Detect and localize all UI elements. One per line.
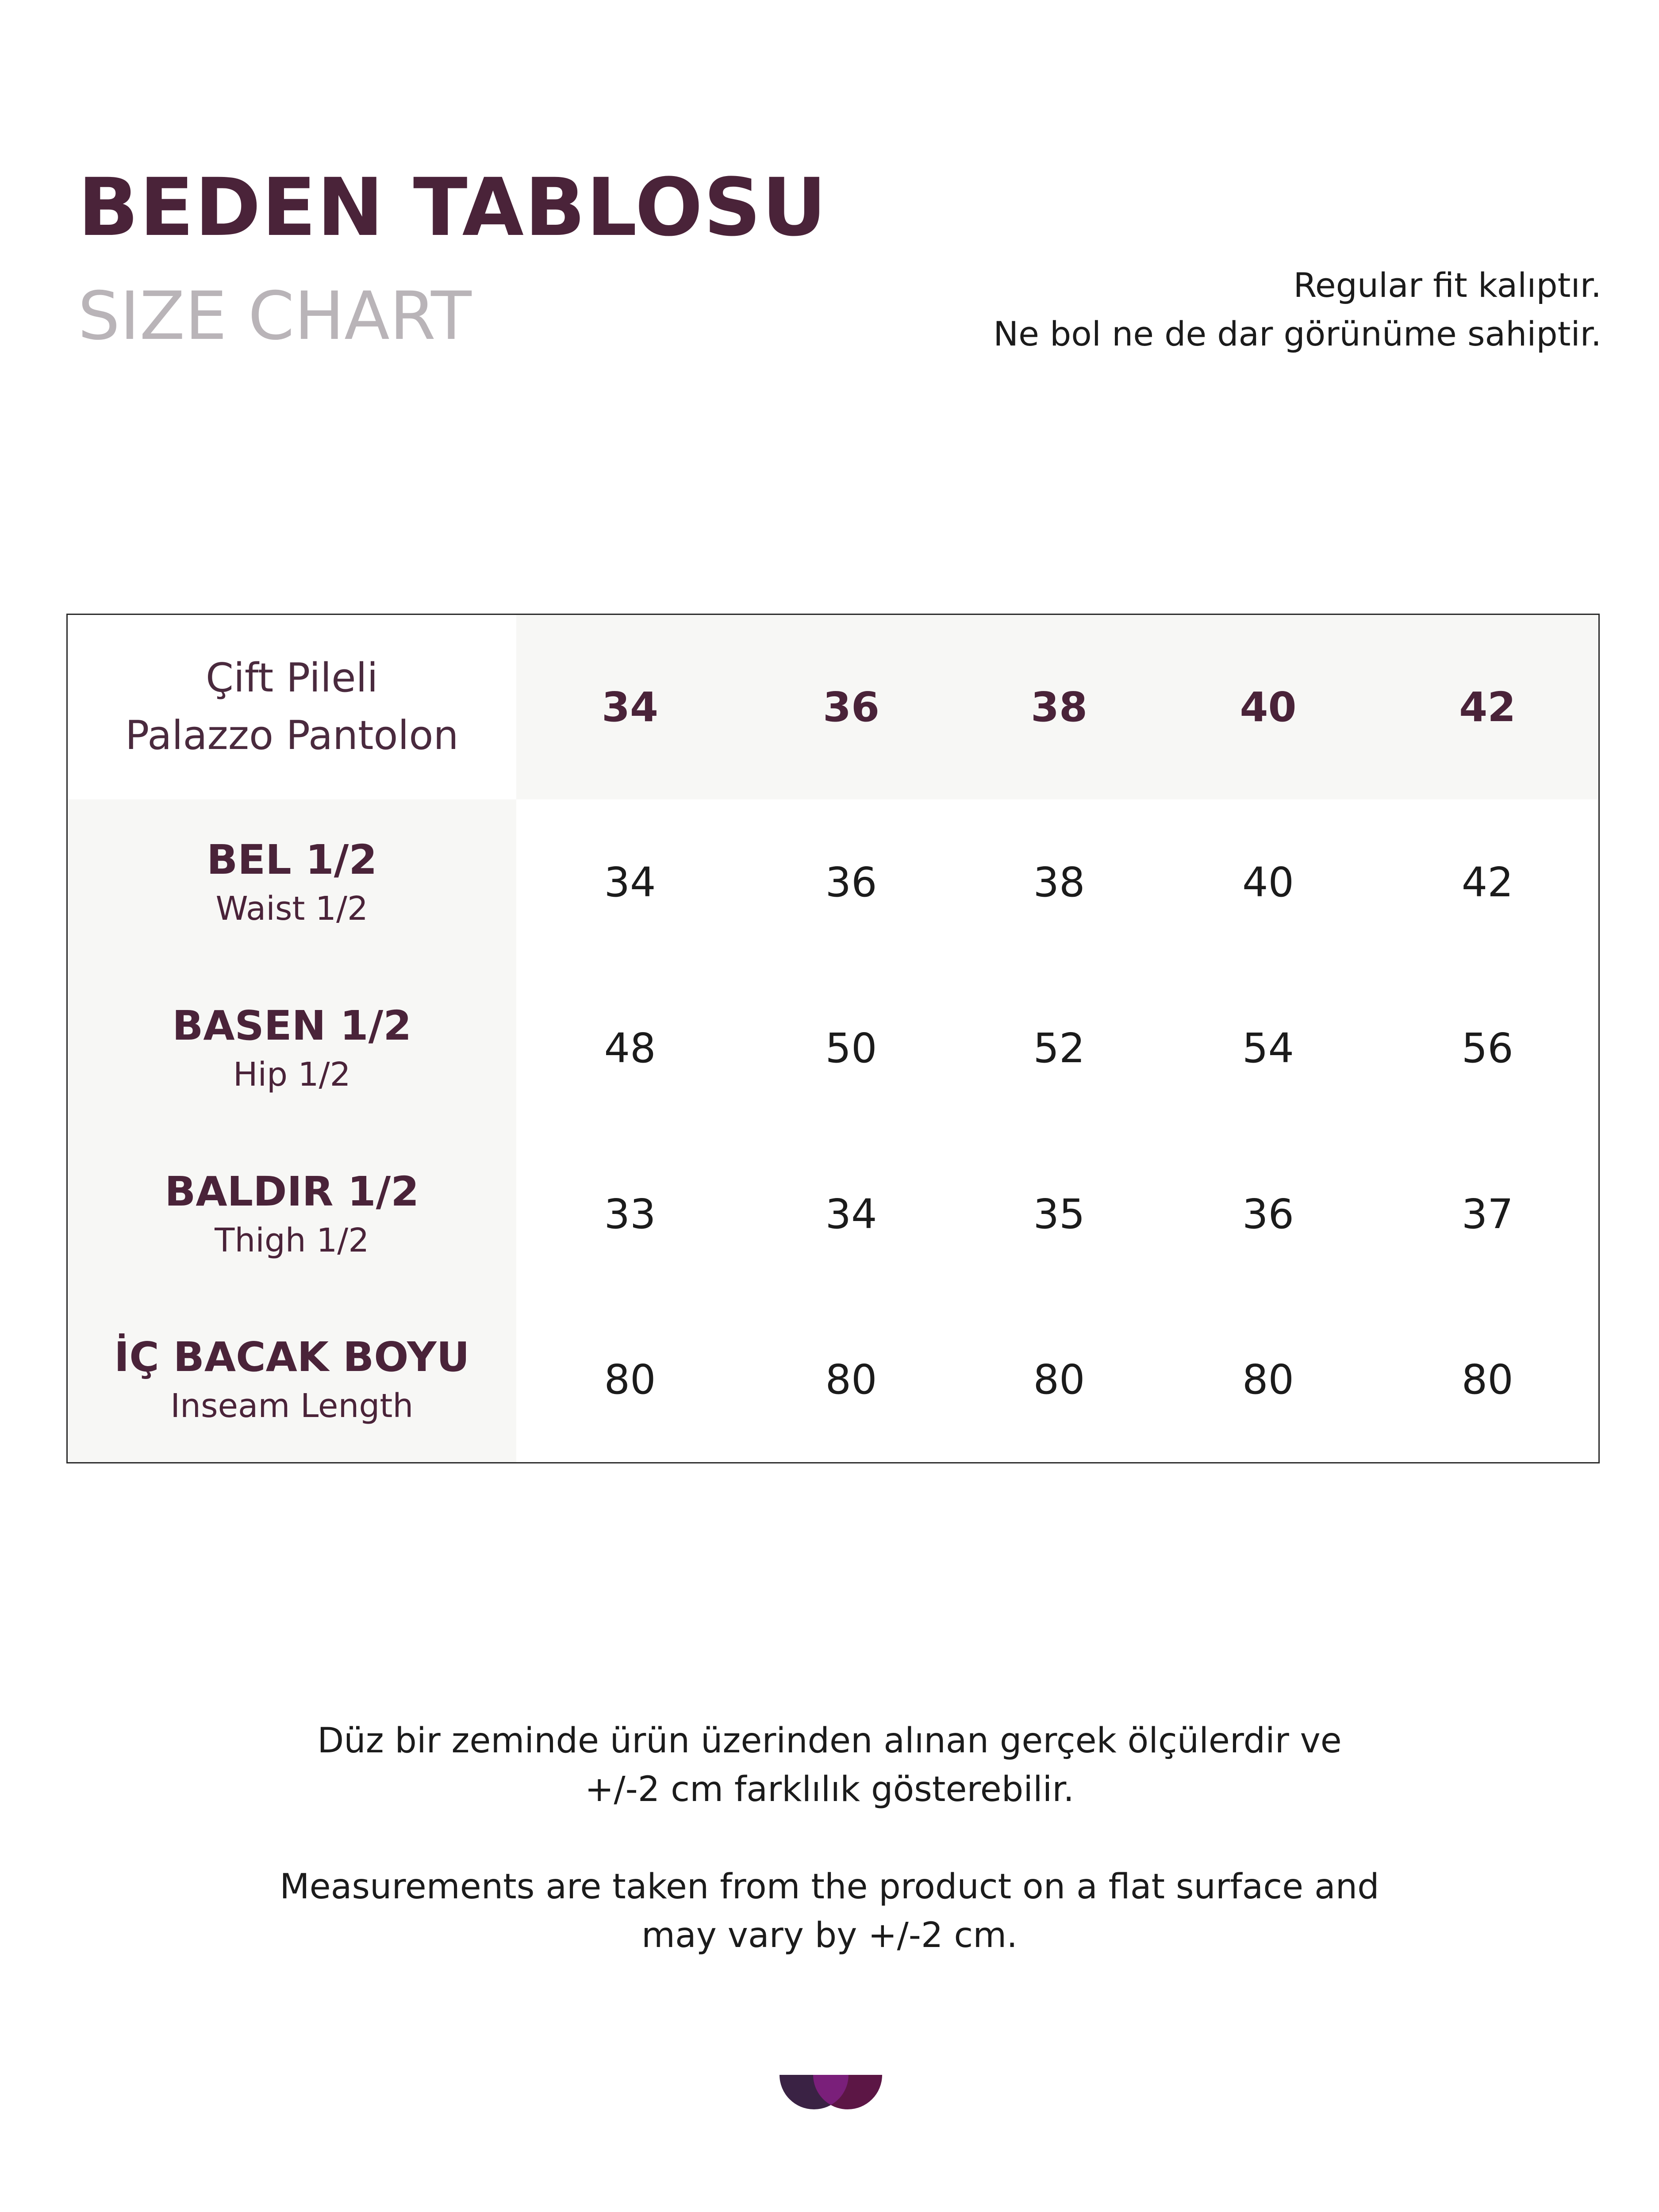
fit-note-line: Ne bol ne de dar görünüme sahiptir. xyxy=(993,314,1601,353)
product-name-line: Palazzo Pantolon xyxy=(125,712,459,759)
measurement-note-en xyxy=(0,1863,1659,1960)
product-name-cell xyxy=(67,614,516,799)
table-cell: 80 xyxy=(959,1297,1160,1463)
row-label-tr: BEL 1/2 xyxy=(207,836,377,883)
row-label-en: Thigh 1/2 xyxy=(215,1221,369,1260)
measurement-note-tr xyxy=(0,1717,1659,1814)
table-header-row xyxy=(67,614,1599,799)
brand-logo-icon xyxy=(780,2075,882,2111)
row-label-tr: BASEN 1/2 xyxy=(172,1002,412,1049)
table-cell: 80 xyxy=(516,1297,744,1463)
table-cell: 34 xyxy=(516,799,744,965)
table-cell: 50 xyxy=(744,965,959,1131)
page-title: BEDEN TABLOSU xyxy=(78,161,828,254)
row-label-en: Inseam Length xyxy=(170,1387,414,1425)
row-label-cell xyxy=(67,799,516,965)
size-header: 36 xyxy=(744,614,959,799)
row-label-en: Waist 1/2 xyxy=(215,890,369,928)
table-row xyxy=(67,1131,1599,1297)
row-label-tr: İÇ BACAK BOYU xyxy=(114,1333,470,1381)
page-subtitle: SIZE CHART xyxy=(78,278,472,355)
size-header: 42 xyxy=(1377,614,1599,799)
row-label-en: Hip 1/2 xyxy=(233,1056,351,1094)
note-line: Measurements are taken from the product on a flat surface and xyxy=(280,1867,1379,1907)
product-name-line: Çift Pileli xyxy=(205,655,378,702)
row-label-cell xyxy=(67,1297,516,1463)
table-cell: 33 xyxy=(516,1131,744,1297)
table-cell: 80 xyxy=(1377,1297,1599,1463)
table-cell: 40 xyxy=(1160,799,1377,965)
table-cell: 80 xyxy=(744,1297,959,1463)
table-cell: 80 xyxy=(1160,1297,1377,1463)
table-cell: 35 xyxy=(959,1131,1160,1297)
table-cell: 34 xyxy=(744,1131,959,1297)
table-cell: 37 xyxy=(1377,1131,1599,1297)
table-cell: 36 xyxy=(744,799,959,965)
note-line: +/-2 cm farklılık gösterebilir. xyxy=(584,1770,1074,1809)
table-row xyxy=(67,799,1599,965)
note-line: Düz bir zeminde ürün üzerinden alınan gerçek ölçülerdir ve xyxy=(317,1721,1342,1761)
fit-note xyxy=(993,261,1601,358)
size-header: 38 xyxy=(959,614,1160,799)
size-table xyxy=(66,614,1600,1463)
table-cell: 54 xyxy=(1160,965,1377,1131)
table-cell: 56 xyxy=(1377,965,1599,1131)
row-label-cell xyxy=(67,965,516,1131)
table-cell: 36 xyxy=(1160,1131,1377,1297)
table-cell: 52 xyxy=(959,965,1160,1131)
row-label-cell xyxy=(67,1131,516,1297)
note-line: may vary by +/-2 cm. xyxy=(641,1916,1018,1955)
fit-note-line: Regular fit kalıptır. xyxy=(1293,265,1601,305)
size-header: 40 xyxy=(1160,614,1377,799)
row-label-tr: BALDIR 1/2 xyxy=(165,1168,419,1215)
table-cell: 38 xyxy=(959,799,1160,965)
size-header: 34 xyxy=(516,614,744,799)
table-cell: 48 xyxy=(516,965,744,1131)
table-row xyxy=(67,965,1599,1131)
table-row xyxy=(67,1297,1599,1463)
table-cell: 42 xyxy=(1377,799,1599,965)
